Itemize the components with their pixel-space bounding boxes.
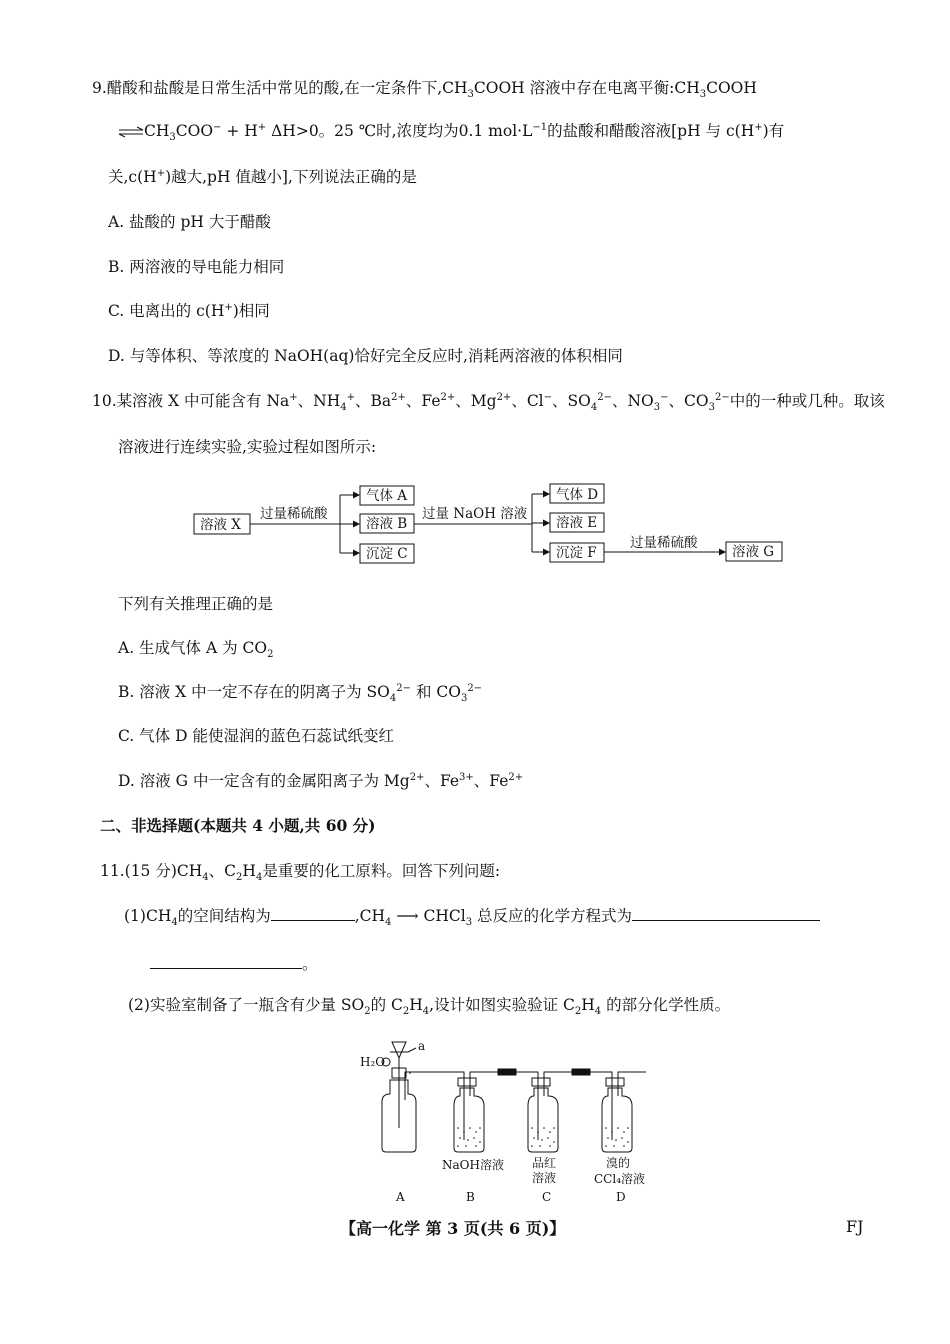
q10-option-a: A. 生成气体 A 为 $CO_2$ xyxy=(118,639,274,661)
q11-part-2: (2)实验室制备了一瓶含有少量 $SO_2$的 $C_2H_4$,设计如图实验验证 $C_2H_4$ 的部分化学性质。 xyxy=(128,996,731,1018)
label-rongye: 溶液 xyxy=(532,1171,557,1185)
q11-apparatus-figure xyxy=(350,1036,650,1210)
flow-step-2: 过量 NaOH 溶液 xyxy=(422,506,528,522)
label-bottle-c: C xyxy=(542,1190,552,1204)
q9-option-d: D. 与等体积、等浓度的 NaOH(aq)恰好完全反应时,消耗两溶液的体积相同 xyxy=(108,347,623,365)
answer-blank-structure[interactable] xyxy=(271,904,355,921)
q9-line-3: 关,c(H+)越大,pH 值越小],下列说法正确的是 xyxy=(108,167,417,186)
q9-option-b: B. 两溶液的导电能力相同 xyxy=(108,258,285,276)
flow-gas-d: 气体 D xyxy=(556,487,599,503)
q10-option-c: C. 气体 D 能使湿润的蓝色石蕊试纸变红 xyxy=(118,727,394,745)
flow-solution-x: 溶液 X xyxy=(200,517,241,533)
equilibrium-arrow-icon xyxy=(118,126,144,138)
q9-option-a: A. 盐酸的 pH 大于醋酸 xyxy=(108,213,271,231)
flow-gas-a: 气体 A xyxy=(366,488,408,504)
q11-part-1-cont: 。 xyxy=(150,952,318,975)
footer-code: FJ xyxy=(846,1217,864,1236)
flow-solution-b: 溶液 B xyxy=(366,516,408,532)
label-naoh: NaOH溶液 xyxy=(442,1158,504,1172)
q10-prompt: 下列有关推理正确的是 xyxy=(118,595,274,613)
label-ccl4: CCl₄溶液 xyxy=(594,1172,646,1186)
label-pinhong: 品红 xyxy=(532,1156,557,1170)
liquid-d xyxy=(605,1127,629,1147)
flow-precipitate-c: 沉淀 C xyxy=(366,546,408,562)
label-h2o: H₂O xyxy=(360,1055,386,1069)
liquid-c xyxy=(531,1127,555,1147)
label-bottle-b: B xyxy=(466,1190,475,1204)
q10-line-2: 溶液进行连续实验,实验过程如图所示: xyxy=(118,438,377,456)
flow-solution-e: 溶液 E xyxy=(556,515,598,531)
q10-flow-diagram xyxy=(180,478,800,578)
label-bottle-a: A xyxy=(396,1190,405,1204)
flow-solution-g: 溶液 G xyxy=(732,544,775,560)
funnel-icon xyxy=(392,1042,406,1058)
q10-option-b: B. 溶液 X 中一定不存在的阴离子为 $SO_4^{2-}$ 和 $CO_3^{2-}$ xyxy=(118,682,483,705)
liquid-b xyxy=(457,1127,481,1147)
flow-precipitate-f: 沉淀 F xyxy=(556,545,597,561)
flow-step-3: 过量稀硫酸 xyxy=(630,535,698,551)
q9-option-c: C. 电离出的 c(H+)相同 xyxy=(108,301,270,320)
q11-part-1: $(1)CH_4$的空间结构为 $,CH_4$ ⟶ CHCl$_3$ 总反应的化学方程式为 xyxy=(124,904,820,927)
q9-line-2: $CH_3COO^- + H^+$ ΔH>0。25 ℃时,浓度均为0.1 $mol\cdot L^{-1}$的盐酸和醋酸溶液[pH 与 c(H+)有 xyxy=(118,120,784,142)
answer-blank-equation-cont[interactable] xyxy=(150,952,302,969)
q10-line-1: 10.某溶液 X 中可能含有 Na+、$NH_4^+$、$Ba^{2+}$、$Fe^{2+}$、$Mg^{2+}$、Cl−、$SO_4^{2-}$、$NO_3^-$、$CO_3^{2-}$中的一种或几种。取该 xyxy=(92,391,885,414)
page-footer: 【高一化学 第 3 页(共 6 页)】 xyxy=(340,1219,566,1238)
q11-stem: 11.(15 分)$CH_4$、$C_2H_4$是重要的化工原料。回答下列问题: xyxy=(100,862,501,884)
label-bottle-d: D xyxy=(616,1190,626,1204)
q9-line-1: 9.醋酸和盐酸是日常生活中常见的酸,在一定条件下$,CH_3COOH$ 溶液中存在电离平衡$:CH_3COOH$ xyxy=(92,79,757,101)
answer-blank-equation[interactable] xyxy=(632,904,820,921)
q10-option-d: D. 溶液 G 中一定含有的金属阳离子为 $Mg^{2+}$、$Fe^{3+}$、$Fe^{2+}$ xyxy=(118,771,524,790)
label-a: a xyxy=(418,1039,426,1053)
label-xiu: 溴的 xyxy=(606,1156,631,1170)
flow-step-1: 过量稀硫酸 xyxy=(260,506,328,522)
section-heading: 二、非选择题(本题共 4 小题,共 60 分) xyxy=(100,816,376,835)
